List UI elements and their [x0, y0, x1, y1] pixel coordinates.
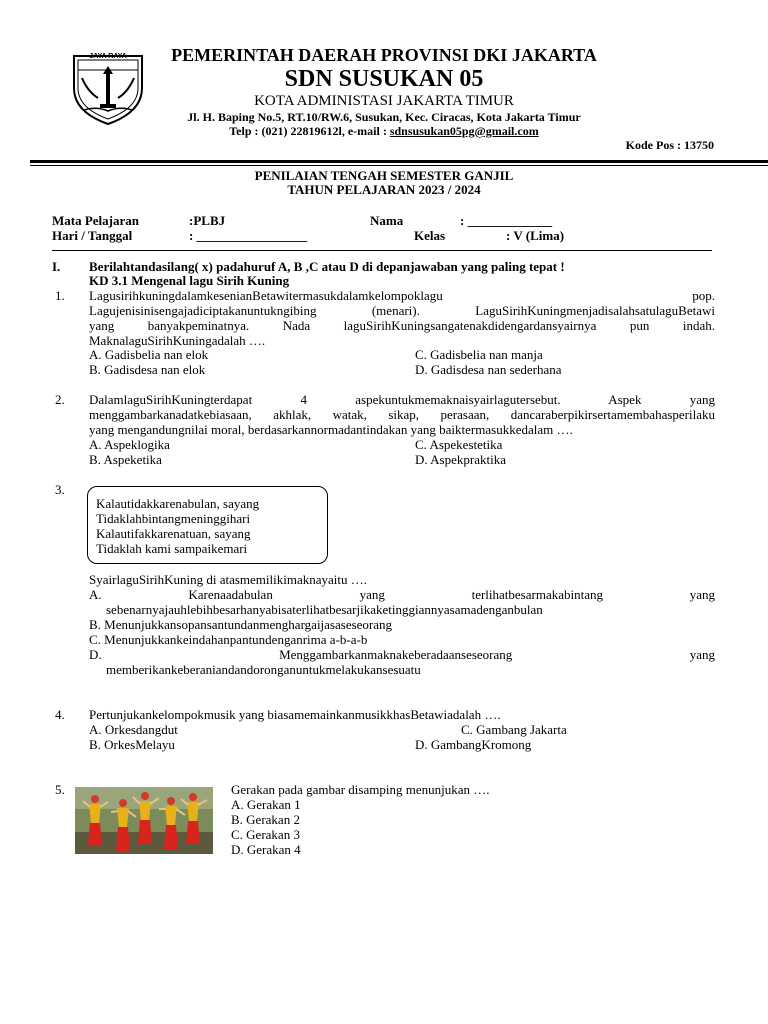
q4-option-b[interactable]: B. OrkesMelayu [89, 737, 175, 752]
school-address: Jl. H. Baping No.5, RT.10/RW.6, Susukan, Kec. Ciracas, Kota Jakarta Timur [187, 110, 581, 124]
logo-text: JAYA RAYA [89, 53, 127, 60]
q3-number: 3. [55, 482, 65, 497]
dancers-photo [75, 787, 213, 854]
email-link[interactable]: sdnsusukan05pg@gmail.com [389, 124, 539, 138]
pantun-line: Tidaklah kami sampaikemari [96, 541, 248, 556]
name-field[interactable]: : _____________ [460, 213, 553, 228]
q3-option-b[interactable]: B. Menunjukkansopansantundanmenghargaijasaseseorang [89, 617, 393, 632]
q4-number: 4. [55, 707, 65, 722]
class-label: Kelas [414, 228, 446, 243]
q2-option-c[interactable]: C. Aspekestetika [415, 437, 503, 452]
header-rule-thin [30, 165, 768, 166]
q2-text-line2: menggambarkanadatkebiasaan, akhlak, watak, sikap, perasaan, dancaraberpikirsertamembahasperilaku [89, 407, 715, 422]
government-name: PEMERINTAH DAERAH PROVINSI DKI JAKARTA [171, 45, 597, 65]
q3-option-c[interactable]: C. Menunjukkankeindahanpantundenganrima a-b-a-b [89, 632, 368, 647]
kd-heading: KD 3.1 Mengenal lagu Sirih Kuning [89, 273, 290, 288]
q2-text-line3: yang mengandungnilai moral, berdasarkannormadantindakan yang baiktermasukkedalam …. [89, 422, 573, 437]
exam-title: PENILAIAN TENGAH SEMESTER GANJIL [254, 168, 514, 183]
q1-option-d[interactable]: D. Gadisdesa nan sederhana [415, 362, 562, 377]
city-name: KOTA ADMINISTASI JAKARTA TIMUR [254, 93, 514, 109]
pantun-line: Kalautidakkarenabulan, sayang [96, 496, 260, 511]
q5-option-b[interactable]: B. Gerakan 2 [231, 812, 300, 827]
q2-text-line1: DalamlaguSirihKuningterdapat 4 aspekuntukmemaknaisyairlagutersebut. Aspek yang [89, 392, 715, 407]
q5-option-a[interactable]: A. Gerakan 1 [231, 797, 301, 812]
q4-option-c[interactable]: C. Gambang Jakarta [461, 722, 567, 737]
q1-number: 1. [55, 288, 65, 303]
q1-text-line2: Lagujenisinisengajadiciptakanuntukngibing (menari). LaguSirihKuningmenjadisalahsatulaguBetawi [89, 303, 715, 318]
q4-stem: Pertunjukankelompokmusik yang biasamemainkanmusikkhasBetawiadalah …. [89, 707, 501, 722]
section-instruction: Berilahtandasilang( x) padahuruf A, B ,C atau D di depanjawaban yang paling tepat ! [89, 259, 565, 274]
q4-option-d[interactable]: D. GambangKromong [415, 737, 532, 752]
q1-text-line4: MaknalaguSirihKuningadalah …. [89, 333, 266, 348]
q5-option-c[interactable]: C. Gerakan 3 [231, 827, 300, 842]
q3-option-a[interactable]: A. Karenaadabulan yang terlihatbesarmakabintang yang [89, 587, 715, 602]
q3-option-d[interactable]: D. Menggambarkanmaknakeberadaanseseorang yang [89, 647, 715, 662]
subject-label: Mata Pelajaran [52, 213, 140, 228]
q3-stem: SyairlaguSirihKuning di atasmemilikimaknayaitu …. [89, 572, 368, 587]
postcode: Kode Pos : 13750 [625, 138, 714, 152]
q1-text-line3: yang banyakpeminatnya. Nada laguSirihKuningsangatenakdidengardansyairnya pun indah. [89, 318, 715, 333]
school-name: SDN SUSUKAN 05 [284, 66, 484, 92]
q3-option-a-cont[interactable]: sebenarnyajauhlebihbesarhanyabisaterlihatbesarjikaketinggiannyasamadenganbulan [106, 602, 543, 617]
q2-option-d[interactable]: D. Aspekpraktika [415, 452, 506, 467]
pantun-line: Tidaklahbintangmeninggihari [96, 511, 251, 526]
q3-option-d-cont[interactable]: memberikankeberaniandandoronganuntukmelakukansesuatu [106, 662, 421, 677]
pantun-box [87, 486, 328, 564]
q2-option-b[interactable]: B. Aspeketika [89, 452, 162, 467]
exam-year: TAHUN PELAJARAN 2023 / 2024 [287, 182, 481, 197]
header-rule-thick [30, 160, 768, 163]
subject-value: :PLBJ [189, 213, 226, 228]
q1-option-c[interactable]: C. Gadisbelia nan manja [415, 347, 543, 362]
section-number: I. [52, 259, 61, 274]
pantun-line: Kalautifakkarenatuan, sayang [96, 526, 251, 541]
q1-text-line1: LagusirihkuningdalamkesenianBetawitermasukdalamkelompoklagu pop. [89, 288, 715, 303]
q1-option-b[interactable]: B. Gadisdesa nan elok [89, 362, 206, 377]
q2-option-a[interactable]: A. Aspeklogika [89, 437, 170, 452]
school-contact: Telp : (021) 22819612l, e-mail : sdnsusukan05pg@gmail.com [229, 124, 539, 138]
name-label: Nama [370, 213, 404, 228]
q1-option-a[interactable]: A. Gadisbelia nan elok [89, 347, 209, 362]
q4-option-a[interactable]: A. Orkesdangdut [89, 722, 178, 737]
day-field[interactable]: : _________________ [189, 228, 308, 243]
q2-number: 2. [55, 392, 65, 407]
class-value: : V (Lima) [506, 228, 565, 243]
q5-number: 5. [55, 782, 65, 797]
meta-rule [52, 250, 712, 251]
day-label: Hari / Tanggal [52, 228, 133, 243]
q5-stem: Gerakan pada gambar disamping menunjukan …. [231, 782, 490, 797]
q5-option-d[interactable]: D. Gerakan 4 [231, 842, 301, 857]
